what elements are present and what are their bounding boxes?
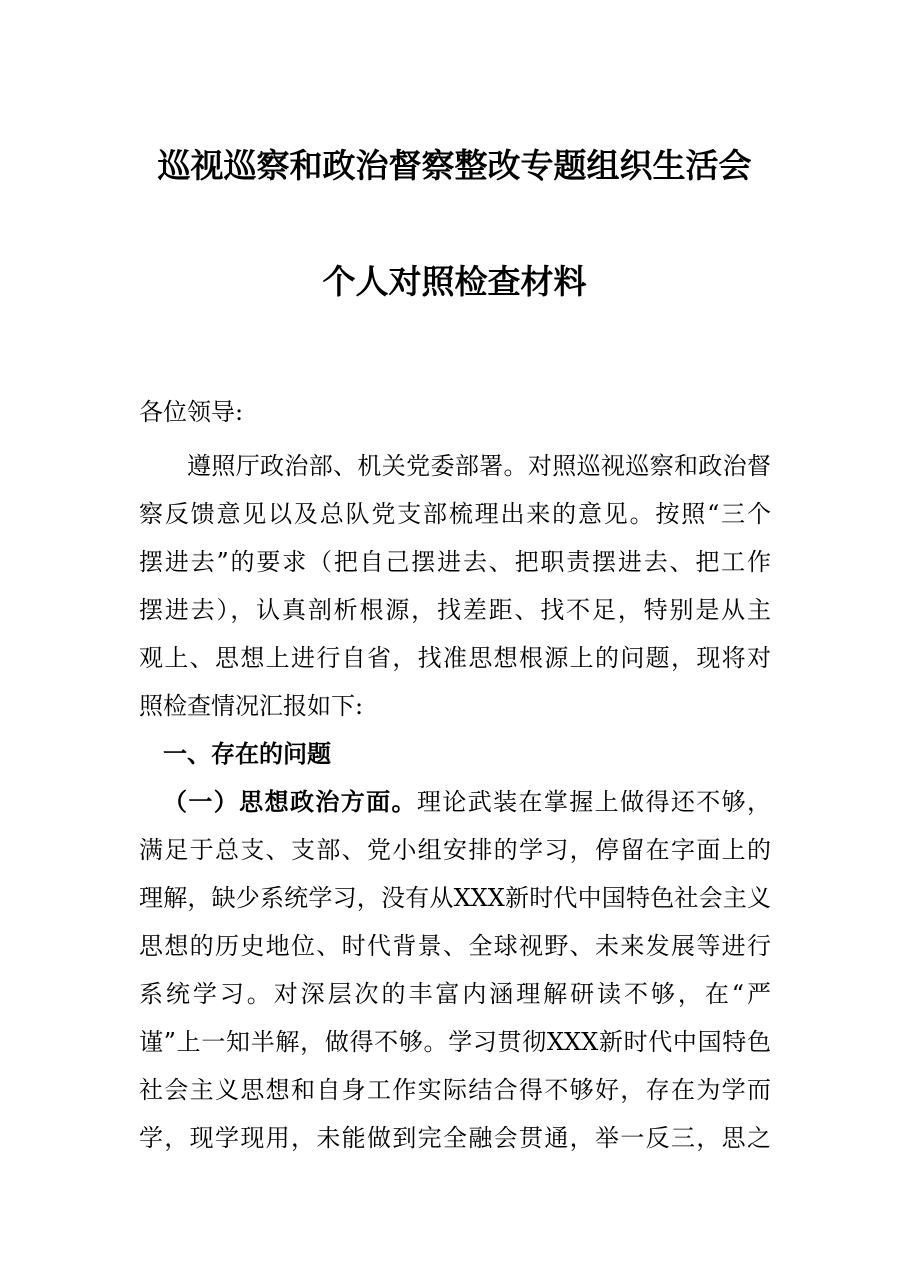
intro-line: 摆进去”的要求（把自己摆进去、把职责摆进去、把工作: [139, 548, 771, 576]
document-title-line-2: 个人对照检查材料: [322, 262, 587, 301]
intro-line: 观上、思想上进行自省，找准思想根源上的问题，现将对: [139, 644, 771, 672]
body-line: 社会主义思想和自身工作实际结合得不够好，存在为学而: [139, 1076, 771, 1104]
subsection-heading: （一）思想政治方面。: [163, 787, 417, 816]
subsection-text: 理论武装在掌握上做得还不够，: [416, 788, 772, 816]
body-line: 满足于总支、支部、党小组安排的学习，停留在字面上的: [139, 836, 771, 864]
body-line: 学，现学现用，未能做到完全融会贯通，举一反三，思之: [139, 1124, 771, 1152]
section-heading: 一、存在的问题: [163, 739, 331, 768]
intro-line: 摆进去），认真剖析根源，找差距、找不足，特别是从主: [139, 596, 771, 624]
body-line: 理解，缺少系统学习，没有从XXX新时代中国特色社会主义: [139, 884, 771, 912]
intro-line: 照检查情况汇报如下:: [139, 692, 364, 720]
document-title-line-1: 巡视巡察和政治督察整改专题组织生活会: [157, 146, 752, 185]
intro-line: 遵照厅政治部、机关党委部署。对照巡视巡察和政治督: [187, 452, 771, 480]
intro-line: 察反馈意见以及总队党支部梳理出来的意见。按照“三个: [139, 500, 771, 528]
body-line: 思想的历史地位、时代背景、全球视野、未来发展等进行: [139, 932, 771, 960]
body-line: 系统学习。对深层次的丰富内涵理解研读不够，在“严: [139, 980, 771, 1008]
salutation: 各位领导:: [139, 398, 244, 426]
body-line: 谨”上一知半解，做得不够。学习贯彻XXX新时代中国特色: [139, 1028, 771, 1056]
subsection-first-line: [163, 786, 771, 818]
